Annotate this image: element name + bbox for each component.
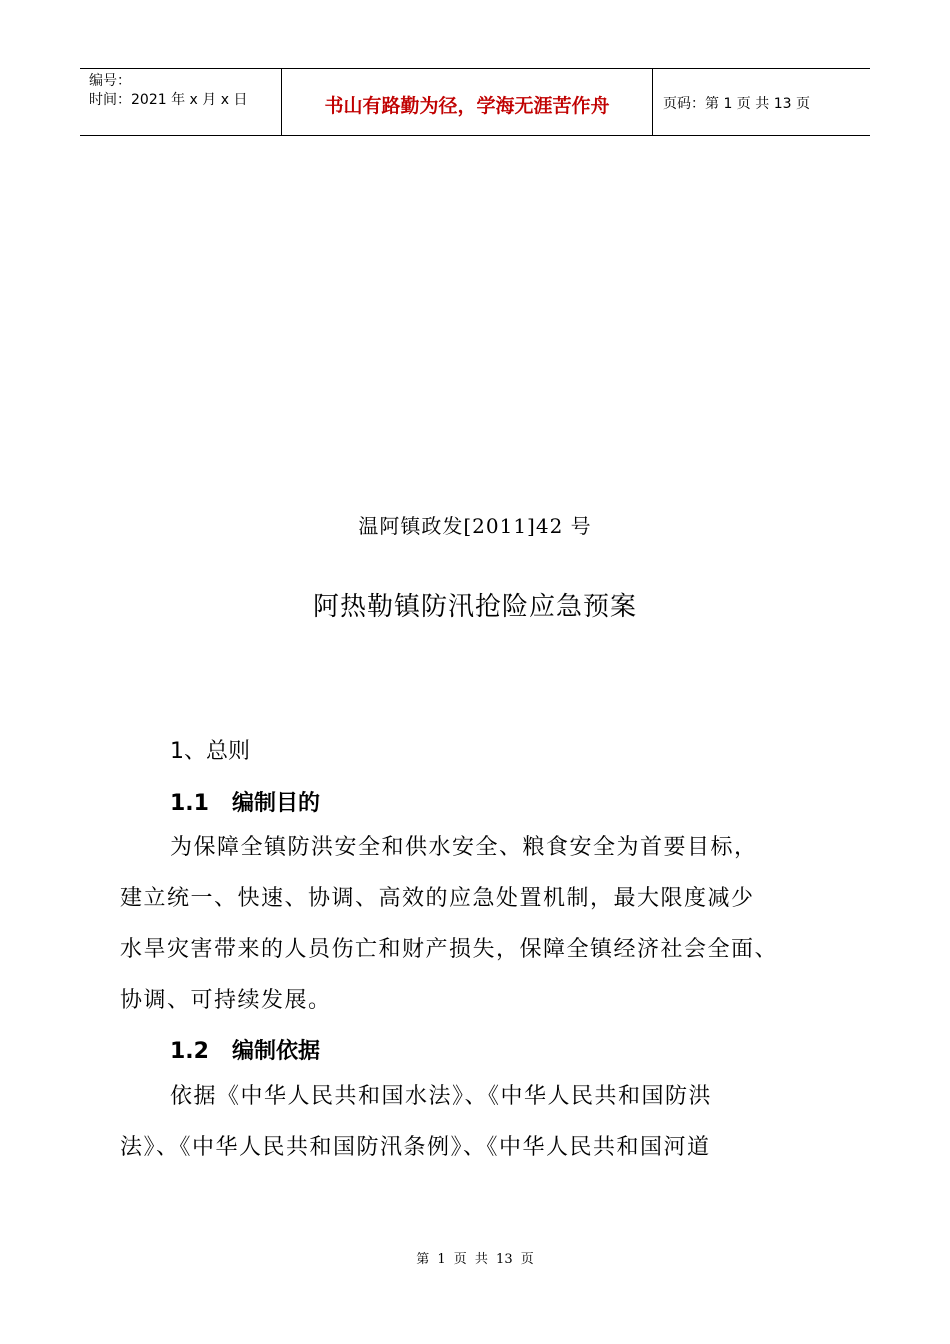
paragraph-purpose (120, 822, 820, 1026)
paragraph-line: 建立统一、快速、协调、高效的应急处置机制，最大限度减少 (120, 886, 755, 911)
paragraph-line: 为保障全镇防洪安全和供水安全、粮食安全为首要目标， (170, 835, 758, 860)
number-label: 编号： (89, 73, 131, 89)
paragraph-line: 协调、可持续发展。 (120, 988, 332, 1013)
page-footer: 第 1 页 共 13 页 (416, 1252, 534, 1267)
document-number: 温阿镇政发[2011]42 号 (358, 514, 592, 538)
header-table (80, 68, 870, 136)
time-label: 时间：2021 年 x 月 x 日 (89, 92, 248, 108)
document-title: 阿热勒镇防汛抢险应急预案 (312, 592, 637, 622)
paragraph-line: 水旱灾害带来的人员伤亡和财产损失，保障全镇经济社会全面、 (120, 937, 779, 962)
section-heading-general: 1、总则 (170, 739, 250, 764)
motto: 书山有路勤为径，学海无涯苦作舟 (282, 69, 653, 135)
page-label: 页码：第 1 页 共 13 页 (663, 96, 810, 112)
paragraph-line: 依据《中华人民共和国水法》、《中华人民共和国防洪 (170, 1084, 713, 1109)
section-number: 1.1 (170, 791, 209, 816)
header-meta (80, 69, 282, 135)
section-number: 1.2 (170, 1039, 209, 1064)
section-title: 编制目的 (232, 791, 321, 816)
section-heading-basis (170, 1034, 320, 1065)
section-heading-purpose (170, 786, 320, 817)
section-title: 编制依据 (232, 1039, 321, 1064)
paragraph-basis (120, 1071, 820, 1173)
paragraph-line: 法》、《中华人民共和国防汛条例》、《中华人民共和国河道 (120, 1135, 711, 1160)
